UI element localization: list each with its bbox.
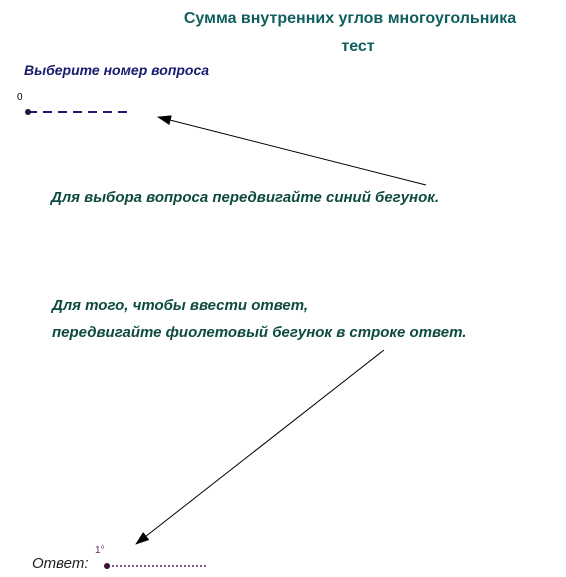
question-slider-value: 0 (17, 92, 23, 103)
answer-arrow (136, 350, 384, 544)
answer-slider-value: 1° (95, 545, 105, 556)
question-slider-handle[interactable] (25, 109, 31, 115)
question-hint-text: Для выбора вопроса передвигайте синий бегунок. (51, 189, 440, 206)
answer-slider-handle[interactable] (104, 563, 110, 569)
page-subtitle: тест (341, 38, 375, 55)
answer-hint-line2: передвигайте фиолетовый бегунок в строке ответ. (52, 324, 467, 341)
answer-label: Ответ: (32, 555, 89, 572)
answer-hint-line1: Для того, чтобы ввести ответ, (52, 297, 309, 314)
question-slider-label: Выберите номер вопроса (24, 62, 210, 78)
question-arrow (158, 117, 426, 185)
page-title: Сумма внутренних углов многоугольника (183, 10, 517, 27)
